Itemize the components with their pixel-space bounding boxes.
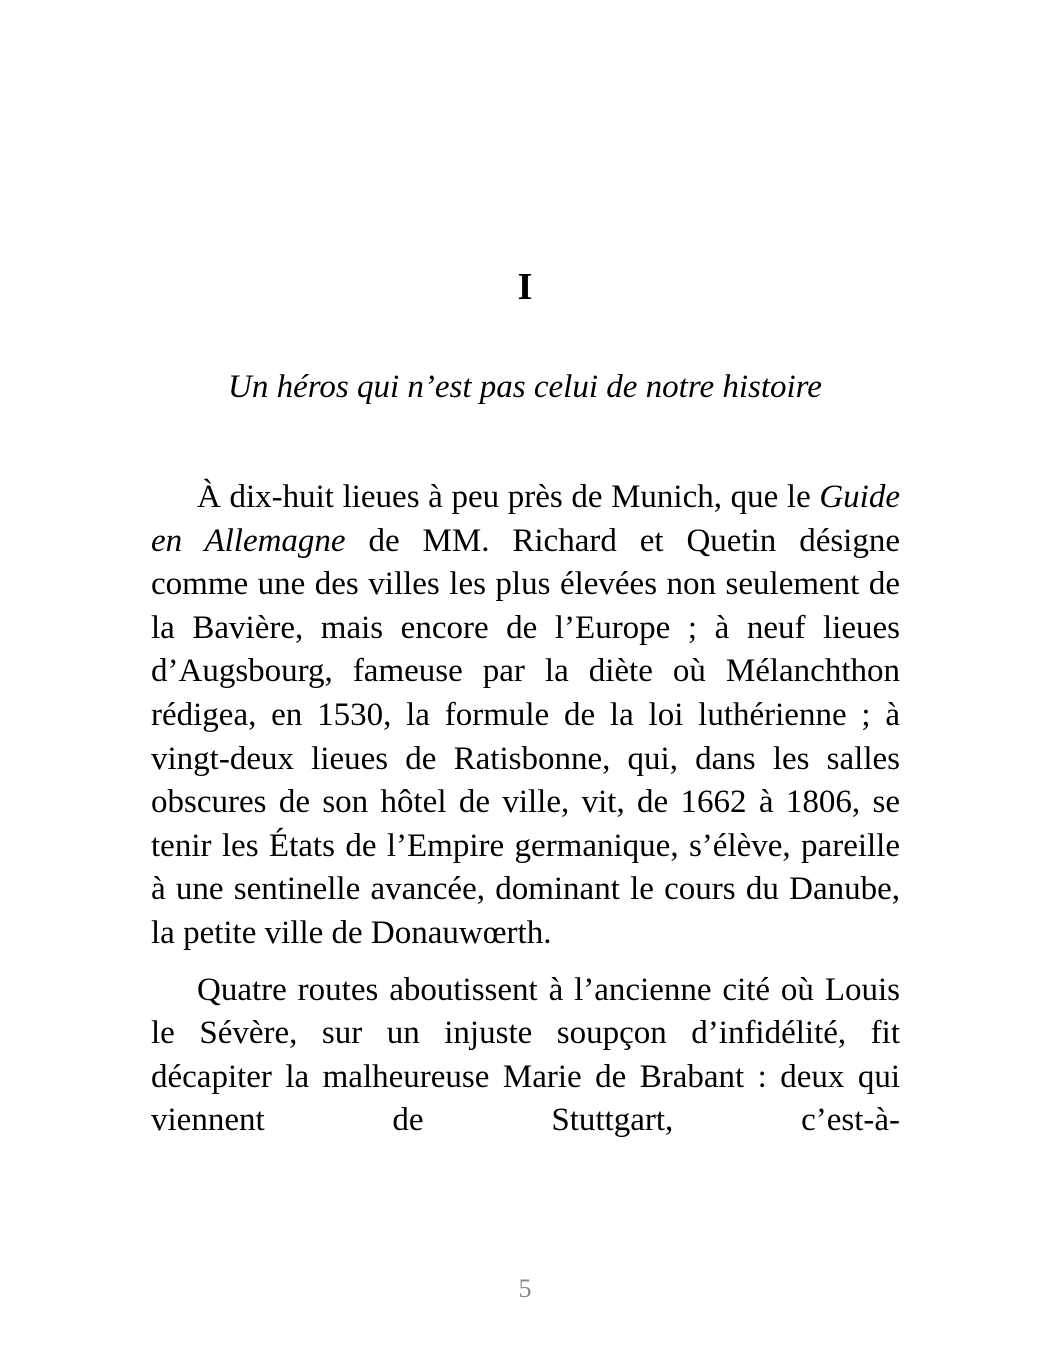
paragraph-2: Quatre routes aboutissent à l’ancienne cité où Louis le Sévère, sur un injuste soupçon d’infidélité, fit décapiter la malheureuse Marie de Brabant : deux qui viennent de Stuttgart, c’est-à- bbox=[151, 971, 900, 1139]
chapter-title: Un héros qui n’est pas celui de notre histoire bbox=[228, 369, 822, 405]
chapter-number: I bbox=[517, 266, 533, 308]
body-text bbox=[151, 476, 900, 1156]
paragraph-1-text-end: de MM. Richard et Quetin désigne comme une des villes les plus élevées non seulement de la Bavière, mais encore de l’Europe ; à neuf lieues d’Augsbourg, fameuse par la diète où Mélanchthon rédigea, en 1530, la formule de la loi luthérienne ; à vingt-deux lieues de Ratisbonne, qui, dans les salles obscures de son hôtel de ville, vit, de 1662 à 1806, se tenir les États de l’Empire germanique, s’élève, pareille à une sentinelle avancée, dominant le cours du Danube, la petite ville de Donauwœrth. bbox=[151, 522, 900, 951]
page-number: 5 bbox=[518, 1274, 532, 1303]
book-title-italic: Guide en Allemagne bbox=[151, 479, 900, 559]
paragraph-1-text-start: À dix-huit lieues à peu près de Munich, que le bbox=[197, 479, 820, 515]
paragraph-1 bbox=[151, 476, 900, 956]
